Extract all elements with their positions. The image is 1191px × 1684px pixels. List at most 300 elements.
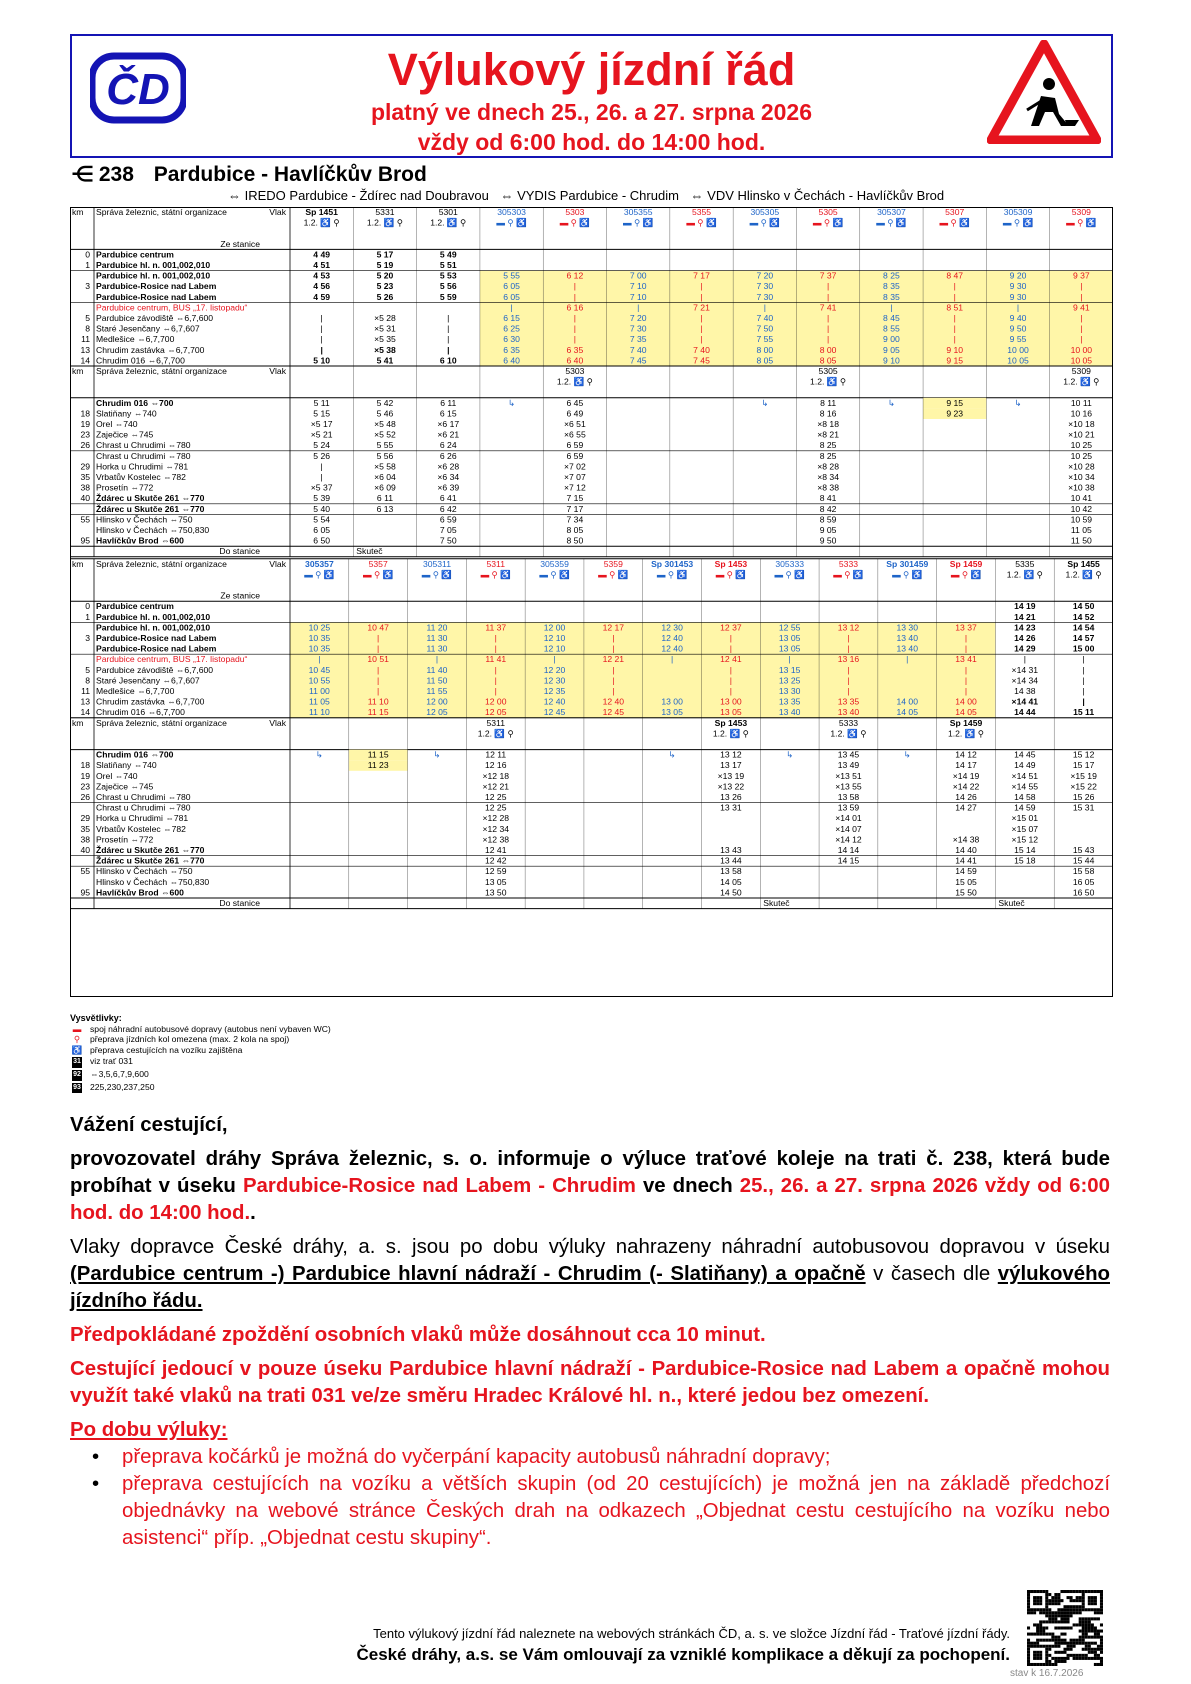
timetable-cell: | (612, 643, 615, 654)
timetable-cell: ↳ (761, 397, 769, 408)
timetable-cell: | (1080, 291, 1083, 302)
timetable-cell: 6 11 (376, 493, 394, 504)
timetable-cell: | (1082, 696, 1085, 707)
timetable-cell: 5 24 (313, 440, 331, 451)
timetable-cell: 6 41 (439, 493, 457, 504)
service-icons: 1.2. ♿ ⚲ (830, 728, 867, 739)
timetable-cell: 11 20 (426, 622, 448, 633)
service-icons: ▬ ⚲ ♿ (749, 217, 780, 228)
timetable-cell: | (826, 334, 830, 345)
timetable-cell: 26 (80, 792, 90, 802)
timetable-cell: ×12 21 (482, 781, 510, 792)
timetable (70, 207, 1113, 997)
timetable-cell: 6 40 (566, 355, 584, 366)
timetable-cell: 13 44 (720, 855, 742, 866)
column-header: km (72, 366, 84, 376)
timetable-cell: 15 14 (1014, 845, 1036, 855)
timetable-cell: ↳ (668, 749, 676, 760)
timetable-cell: | (1082, 654, 1085, 665)
timetable-cell: 11 23 (367, 760, 389, 771)
column-header: km (72, 207, 84, 217)
timetable-cell: 9 30 (1009, 281, 1027, 292)
train-number: 5331 (375, 207, 395, 217)
station-name: Hlinsko v Čechách ⇔750 (96, 514, 193, 525)
timetable-cell: 10 16 (1070, 408, 1093, 419)
timetable-cell: 10 25 (1070, 440, 1093, 451)
timetable-cell: ×10 18 (1068, 419, 1095, 429)
timetable-cell: ↳ (786, 749, 794, 760)
timetable-cell: 8 25 (883, 270, 900, 281)
bus-icon: ▬ (72, 1023, 82, 1034)
timetable-cell: | (964, 633, 968, 643)
timetable-cell: 38 (80, 482, 90, 493)
service-icons: ▬ ⚲ ♿ (715, 569, 747, 580)
timetable-cell: 13 59 (837, 802, 860, 813)
timetable-cell: 13 05 (720, 707, 742, 718)
column-header: Vlak (269, 207, 286, 217)
station-name: Pardubice centrum (96, 249, 174, 260)
list-item: • přeprava kočárků je možná do vyčerpání kapacity autobusů náhradní dopravy; (84, 1444, 1110, 1471)
station-name: Hlinsko v Čechách ⇔750,830 (96, 876, 210, 887)
timetable-cell: 9 30 (1009, 291, 1027, 302)
timetable-cell: | (1082, 686, 1085, 696)
timetable-cell: 7 37 (819, 270, 837, 281)
timetable-cell: ↳ (315, 749, 323, 760)
timetable-cell: | (377, 686, 380, 696)
timetable-cell: 9 05 (883, 344, 900, 355)
timetable-cell: 10 00 (1070, 344, 1093, 355)
timetable-cell: 6 05 (503, 281, 520, 292)
timetable-cell: | (700, 323, 703, 334)
timetable-cell: 29 (80, 461, 90, 472)
station-name: Pardubice hl. n. 001,002,010 (96, 260, 211, 270)
service-icons: 1.2. ♿ ⚲ (810, 376, 847, 387)
timetable-cell: 12 05 (484, 707, 507, 718)
timetable-cell: | (847, 643, 850, 654)
validity-dates: platný ve dnech 25., 26. a 27. srpna 2026 (370, 99, 813, 125)
timetable-cell: 13 12 (837, 622, 860, 633)
timetable-cell: 6 30 (503, 334, 520, 345)
timetable-cell: 12 40 (661, 643, 683, 654)
timetable-cell: 15 26 (1072, 792, 1095, 802)
timetable-cell: 4 53 (313, 270, 331, 281)
timetable-cell: 6 11 (440, 397, 457, 408)
column-header: Vlak (269, 558, 286, 569)
timetable-cell: 14 05 (955, 707, 977, 718)
timetable-cell: ×8 34 (817, 472, 839, 482)
timetable-cell: | (826, 281, 830, 292)
timetable-cell: 5 20 (376, 270, 394, 281)
station-name: Vrbatův Kostelec ⇔782 (96, 823, 186, 834)
timetable-cell: 12 11 (485, 749, 507, 760)
station-name: Chrast u Chrudimi ⇔780 (96, 450, 191, 461)
service-icons: ▬ ⚲ ♿ (539, 569, 570, 580)
header-box (70, 34, 1113, 158)
timetable-cell: ×15 22 (1070, 781, 1097, 792)
timetable-cell: 10 00 (1007, 344, 1029, 355)
timetable-cell: | (447, 323, 450, 334)
timetable-cell: 6 35 (503, 344, 520, 355)
station-name: Chrast u Chrudimi ⇔780 (96, 792, 191, 802)
timetable-cell: 15 44 (1072, 855, 1095, 866)
timetable-cell: 8 05 (819, 355, 837, 366)
train-number: 5303 (565, 366, 585, 376)
mark-31-icon: 31 (72, 1057, 82, 1068)
timetable-cell: 6 15 (439, 408, 457, 419)
timetable-cell: 1 (85, 260, 90, 270)
station-name: Pardubice-Rosice nad Labem (96, 643, 217, 654)
timetable-cell: | (435, 654, 439, 665)
timetable-cell: | (700, 334, 703, 345)
station-name: Horka u Chrudimi ⇔781 (96, 813, 189, 824)
timetable-cell: | (847, 633, 850, 643)
timetable-cell: 11 00 (308, 686, 330, 696)
timetable-cell: 15 18 (1014, 855, 1036, 866)
timetable-cell: | (612, 675, 615, 686)
timetable-cell: 8 47 (946, 270, 964, 281)
timetable-cell: | (953, 291, 956, 302)
timetable-cell: 9 37 (1072, 270, 1090, 281)
timetable-cell: 5 55 (376, 440, 394, 451)
timetable-cell: ×14 34 (1011, 675, 1039, 686)
timetable-cell: ↳ (903, 749, 911, 760)
timetable-cell: 10 47 (367, 622, 389, 633)
timetable-cell: 23 (80, 429, 90, 440)
timetable-cell: | (377, 675, 380, 686)
timetable-cell: | (1082, 675, 1085, 686)
timetable-cell: 14 26 (1014, 633, 1036, 643)
timetable-cell: 12 59 (484, 866, 507, 877)
timetable-cell: ×14 51 (1011, 770, 1039, 781)
station-name: Slatiňany ⇔740 (96, 408, 157, 419)
service-icons: ▬ ⚲ ♿ (480, 569, 511, 580)
timetable-cell: 10 41 (1070, 493, 1093, 504)
timetable-cell: 14 52 (1072, 611, 1095, 622)
timetable-cell: 8 05 (566, 525, 584, 535)
timetable-cell: ×6 28 (437, 461, 460, 472)
line-name: Pardubice - Havlíčkův Brod (153, 163, 427, 186)
train-number: 5311 (486, 558, 505, 569)
timetable-cell: 14 54 (1072, 622, 1095, 633)
timetable-cell: 15 31 (1072, 802, 1095, 813)
service-icons: ▬ ⚲ ♿ (774, 569, 805, 580)
timetable-cell: 13 30 (896, 622, 919, 633)
timetable-cell: 7 40 (693, 344, 710, 355)
train-number: 305357 (305, 558, 334, 569)
timetable-cell: 14 (80, 355, 90, 366)
timetable-cell: ×14 01 (835, 813, 862, 824)
timetable-cell: 8 55 (883, 323, 900, 334)
timetable-cell: ×5 35 (374, 334, 396, 345)
during-list (84, 1444, 1110, 1552)
timetable-cell: | (494, 643, 497, 654)
train-number: Sp 1451 (305, 207, 338, 217)
timetable-cell: | (637, 302, 640, 313)
timetable-cell: 13 40 (896, 633, 919, 643)
timetable-cell: 11 05 (308, 696, 330, 707)
timetable-cell: 5 41 (376, 355, 394, 366)
timetable-cell: | (906, 654, 909, 665)
column-header: km (72, 717, 84, 728)
timetable-cell: 29 (80, 813, 90, 824)
timetable-cell: | (826, 291, 830, 302)
timetable-cell: 14 12 (955, 749, 977, 760)
timetable-cell: ×6 09 (374, 482, 396, 493)
legend-item: ⚲ přeprava jízdních kol omezena (max. 2 kola na spoj) (70, 1034, 331, 1045)
timetable-cell: 6 05 (313, 525, 331, 535)
timetable-cell: ×5 28 (374, 313, 396, 323)
timetable-cell: 14 50 (720, 887, 742, 898)
timetable-cell: ×5 52 (374, 429, 396, 440)
timetable-cell: 12 35 (543, 686, 566, 696)
timetable-cell: | (700, 291, 703, 302)
service-icons: ▬ ⚲ ♿ (1066, 217, 1097, 228)
train-number: Sp 1459 (949, 717, 983, 728)
station-name: Staré Jesenčany ⇔6,7,607 (96, 323, 200, 334)
timetable-cell: 5 40 (313, 503, 331, 514)
timetable-cell: ×14 07 (835, 823, 862, 834)
timetable-cell: | (826, 323, 830, 334)
timetable-cell: 10 59 (1070, 514, 1093, 525)
timetable-cell: ×5 38 (374, 344, 396, 355)
train-number: 5311 (486, 717, 505, 728)
timetable-cell: 13 58 (720, 866, 742, 877)
timetable-cell: 13 37 (955, 622, 977, 633)
train-number: 305333 (775, 558, 805, 569)
timetable-cell: 5 17 (376, 249, 394, 260)
timetable-cell: 15 05 (955, 876, 977, 887)
service-icons: ▬ ⚲ ♿ (304, 569, 335, 580)
timetable-cell: ×6 21 (437, 429, 460, 440)
timetable-cell: 5 59 (439, 291, 457, 302)
timetable-cell: 8 00 (756, 344, 774, 355)
timetable-cell: 5 10 (313, 355, 331, 366)
timetable-cell: 15 12 (1072, 749, 1095, 760)
train-number: 5357 (368, 558, 388, 569)
station-name: Chrudim zastávka ⇔6,7,700 (96, 696, 205, 707)
timetable-cell: | (953, 313, 956, 323)
carrier-vdv: ⇔ VDV Hlinsko v Čechách - Havlíčkův Brod (690, 188, 945, 203)
timetable-cell: 8 25 (819, 450, 837, 461)
timetable-cell: 5 11 (313, 397, 330, 408)
timetable-cell: ×6 34 (437, 472, 460, 482)
timetable-cell: | (729, 686, 733, 696)
timetable-cell: 11 30 (426, 643, 448, 654)
timetable-cell: | (320, 461, 323, 472)
timetable-cell: 13 49 (837, 760, 860, 771)
continuation-label: Skuteč (763, 898, 790, 908)
wheelchair-icon: ♿ (71, 1044, 83, 1055)
notice-paragraph-2: Vlaky dopravce České dráhy, a. s. jsou po dobu výluky nahrazeny náhradní autobusovou dopravou v úseku (Pardubice centrum -) Pardubice hlavní nádraží - Chrudim (- Slatiňany) a opačně v časech dle výlukového jízdního řádu. (70, 1236, 1110, 1312)
timetable-cell: 12 42 (484, 855, 507, 866)
timetable-cell: | (494, 686, 497, 696)
station-name: Zaječice ⇔745 (96, 781, 154, 792)
timetable-cell: 7 41 (819, 302, 837, 313)
timetable-cell: 10 35 (308, 643, 331, 654)
timetable-cell: 6 49 (566, 408, 584, 419)
timetable-cell: 13 16 (837, 654, 860, 665)
station-name: Pardubice hl. n. 001,002,010 (96, 611, 211, 622)
timetable-cell: | (953, 323, 956, 334)
timetable-cell: | (729, 664, 733, 675)
timetable-cell: 13 (80, 344, 90, 355)
timetable-cell: | (964, 675, 968, 686)
timetable-cell: 11 05 (1070, 525, 1092, 535)
station-name: Ždárec u Skutče 261 ⇔770 (96, 493, 205, 504)
timetable-cell: 5 51 (439, 260, 457, 270)
timetable-cell: ×5 58 (374, 461, 396, 472)
timetable-cell: ×5 21 (310, 429, 333, 440)
timetable-cell: 13 41 (955, 654, 977, 665)
timetable-cell: 12 21 (602, 654, 625, 665)
station-name: Vrbatův Kostelec ⇔782 (96, 472, 186, 482)
timetable-cell: 11 30 (426, 633, 448, 643)
mark-93-icon: 93 (72, 1083, 82, 1094)
timetable-cell: 12 45 (602, 707, 625, 718)
timetable-cell: 13 50 (484, 887, 507, 898)
roadworks-warning-icon (987, 40, 1101, 144)
train-number: 305307 (877, 207, 906, 217)
timetable-cell: 1 (85, 611, 90, 622)
station-name: Pardubice-Rosice nad Labem (96, 291, 217, 302)
service-icons: ▬ ⚲ ♿ (950, 569, 982, 580)
timetable-cell: 16 50 (1072, 887, 1095, 898)
timetable-cell: ×5 37 (310, 482, 333, 493)
timetable-cell: ×5 17 (310, 419, 333, 429)
timetable-cell: 9 15 (946, 355, 964, 366)
timetable-cell: ×12 18 (482, 770, 510, 781)
timetable-cell: 11 37 (485, 622, 507, 633)
timetable-cell: 7 50 (439, 535, 457, 546)
timetable-cell: 95 (80, 887, 90, 898)
timetable-cell: ×14 19 (952, 770, 980, 781)
timetable-cell: 5 26 (313, 450, 331, 461)
train-number: 5305 (818, 366, 838, 376)
timetable-cell: 7 45 (629, 355, 647, 366)
timetable-cell: | (320, 472, 323, 482)
timetable-cell: 12 41 (484, 845, 507, 855)
timetable-cell: | (377, 643, 380, 654)
timetable-cell: ×15 19 (1070, 770, 1097, 781)
legend-item: ▬ spoj náhradní autobusové dopravy (autobus není vybaven WC) (70, 1024, 331, 1035)
timetable-cell: 8 (85, 323, 90, 334)
timetable-cell: 6 45 (566, 397, 584, 408)
timetable-cell: | (573, 334, 577, 345)
timetable-cell: 13 15 (778, 664, 801, 675)
timetable-cell: 12 16 (484, 760, 507, 771)
timetable-cell: ×8 38 (817, 482, 839, 493)
timetable-cell: ×14 38 (952, 834, 980, 845)
train-number: 305303 (497, 207, 526, 217)
timetable-cell: 7 10 (629, 281, 647, 292)
column-header: Správa železnic, státní organizace (96, 558, 227, 569)
station-name: Horka u Chrudimi ⇔781 (96, 461, 189, 472)
timetable-cell: 14 45 (1014, 749, 1036, 760)
train-number: 5333 (838, 717, 859, 728)
timetable-cell: 10 51 (367, 654, 389, 665)
train-number: 305305 (750, 207, 780, 217)
train-number: Sp 301453 (651, 558, 694, 569)
timetable-cell: 10 35 (308, 633, 331, 643)
timetable-cell: 10 11 (1070, 397, 1092, 408)
timetable-cell: | (320, 323, 323, 334)
timetable-cell: 40 (80, 845, 90, 855)
station-name: Chrast u Chrudimi ⇔780 (96, 802, 191, 813)
timetable-cell: 12 41 (720, 654, 742, 665)
station-name: Pardubice závodiště ⇔6,7,600 (96, 664, 214, 675)
station-name: Chrudim 016 ⇔6,7,700 (96, 707, 185, 718)
timetable-cell: 8 35 (883, 291, 900, 302)
timetable-cell: | (320, 334, 323, 345)
timetable-cell: ×5 31 (374, 323, 396, 334)
timetable-cell: 11 15 (367, 749, 389, 760)
service-icons: ▬ ⚲ ♿ (623, 217, 654, 228)
timetable-cell: 14 59 (1014, 802, 1036, 813)
timetable-cell: 13 12 (720, 749, 742, 760)
timetable-cell: 6 40 (503, 355, 520, 366)
timetable-cell: 5 53 (439, 270, 457, 281)
station-name: Orel ⇔740 (96, 419, 138, 429)
timetable-cell: | (847, 686, 850, 696)
timetable-cell: 11 (81, 686, 90, 696)
timetable-cell: 13 40 (837, 707, 860, 718)
timetable-cell: 6 59 (439, 514, 457, 525)
timetable-cell: ×12 34 (482, 823, 510, 834)
timetable-cell: 15 58 (1072, 866, 1095, 877)
timetable-cell: 7 40 (756, 313, 774, 323)
timetable-cell: 5 54 (313, 514, 331, 525)
timetable-cell: ×7 07 (564, 472, 586, 482)
timetable-cell: 0 (85, 249, 90, 260)
timetable-cell: 12 55 (778, 622, 801, 633)
destination-label: Do stanice (219, 546, 260, 557)
timetable-cell: ×12 28 (482, 813, 510, 824)
timetable-cell: | (964, 686, 968, 696)
train-number: 305309 (1003, 207, 1033, 217)
station-name: Pardubice hl. n. 001,002,010 (96, 270, 211, 281)
timetable-cell: | (953, 334, 956, 345)
timetable-cell: 7 45 (693, 355, 710, 366)
timetable-cell: 14 38 (1014, 686, 1036, 696)
qr-code-icon[interactable] (1027, 1590, 1103, 1666)
train-number: Sp 1459 (949, 558, 983, 569)
route-icon: ⋲ (72, 163, 93, 186)
train-number: 5307 (945, 207, 965, 217)
timetable-cell: 12 17 (602, 622, 625, 633)
station-name: Pardubice centrum, BUS „17. listopadu“ (96, 654, 248, 665)
station-name: Pardubice-Rosice nad Labem (96, 633, 217, 643)
timetable-cell: 7 17 (566, 503, 584, 514)
continuation-label: Skuteč (998, 898, 1025, 908)
timetable-cell: 14 21 (1014, 611, 1036, 622)
timetable-cell: | (320, 313, 323, 323)
timetable-cell: 6 24 (439, 440, 457, 451)
timetable-cell: 13 35 (837, 696, 860, 707)
footer-info: Tento výlukový jízdní řád naleznete na webových stránkách ČD, a. s. ve složce Jízdní řád - Traťové jízdní řády. (373, 1626, 1010, 1641)
timetable-cell: 12 40 (661, 633, 683, 643)
timetable-cell: | (447, 334, 450, 345)
timetable-cell: ×14 12 (835, 834, 862, 845)
timetable-cell: | (612, 686, 615, 696)
service-icons: ▬ ⚲ ♿ (598, 569, 629, 580)
timetable-cell: 14 17 (955, 760, 977, 771)
validity-hours: vždy od 6:00 hod. do 14:00 hod. (417, 129, 766, 155)
train-number: 5355 (691, 207, 712, 217)
timetable-cell: ×13 55 (835, 781, 862, 792)
timetable-cell: 13 05 (661, 707, 683, 718)
timetable-cell: 14 00 (896, 696, 919, 707)
timetable-cell: 7 10 (629, 291, 647, 302)
